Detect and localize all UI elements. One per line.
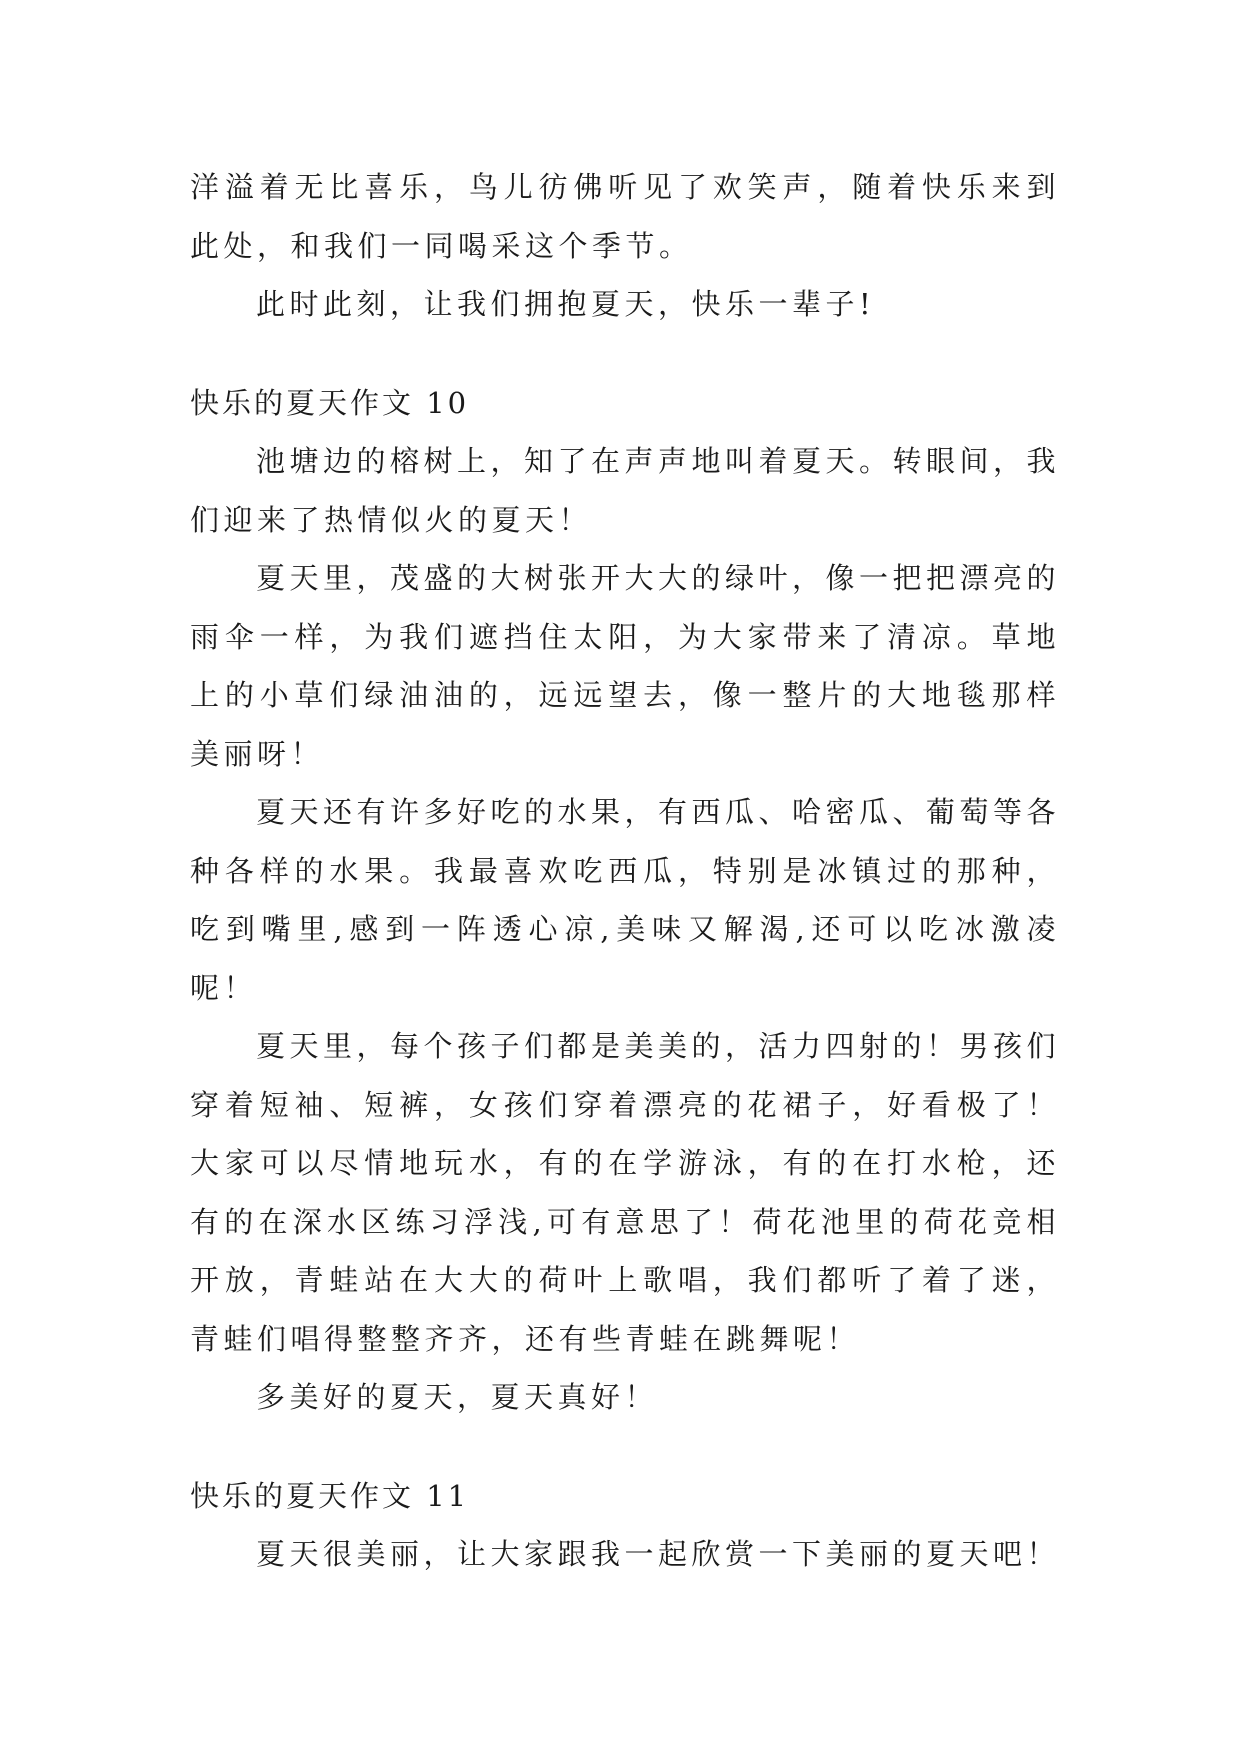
paragraph: 此时此刻，让我们拥抱夏天，快乐一辈子! (256, 287, 876, 321)
section-gap (190, 1427, 1060, 1467)
paragraph-continuation: 洋溢着无比喜乐，鸟儿彷佛听见了欢笑声，随着快乐来到此处，和我们一同喝采这个季节。 (190, 170, 1060, 263)
paragraph: 池塘边的榕树上，知了在声声地叫着夏天。转眼间，我们迎来了热情似火的夏天！ (190, 444, 1061, 537)
essay-title-11: 快乐的夏天作文 11 (190, 1478, 470, 1513)
paragraph: 夏天很美丽，让大家跟我一起欣赏一下美丽的夏天吧！ (256, 1537, 1061, 1571)
paragraph: 夏天还有许多好吃的水果，有西瓜、哈密瓜、葡萄等各种各样的水果。我最喜欢吃西瓜，特别是冰镇过的那种，吃到嘴里,感到一阵透心凉,美味又解渴,还可以吃冰激凌呢！ (190, 795, 1061, 1005)
paragraph: 多美好的夏天，夏天真好！ (256, 1380, 659, 1414)
section-gap (190, 334, 1060, 374)
paragraph: 夏天里，每个孩子们都是美美的，活力四射的！男孩们穿着短袖、短裤，女孩们穿着漂亮的花裙子，好看极了！大家可以尽情地玩水，有的在学游泳，有的在打水枪，还有的在深水区练习浮浅,可有意思了！荷花池里的荷花竞相开放，青蛙站在大大的荷叶上歌唱，我们都听了着了迷，青蛙们唱得整整齐齐，还有些青蛙在跳舞呢！ (190, 1029, 1061, 1356)
document-body (190, 158, 1060, 1584)
paragraph: 夏天里，茂盛的大树张开大大的绿叶，像一把把漂亮的雨伞一样，为我们遮挡住太阳，为大家带来了清凉。草地上的小草们绿油油的，远远望去，像一整片的大地毯那样美丽呀！ (190, 561, 1061, 771)
essay-title-10: 快乐的夏天作文 10 (190, 385, 470, 420)
